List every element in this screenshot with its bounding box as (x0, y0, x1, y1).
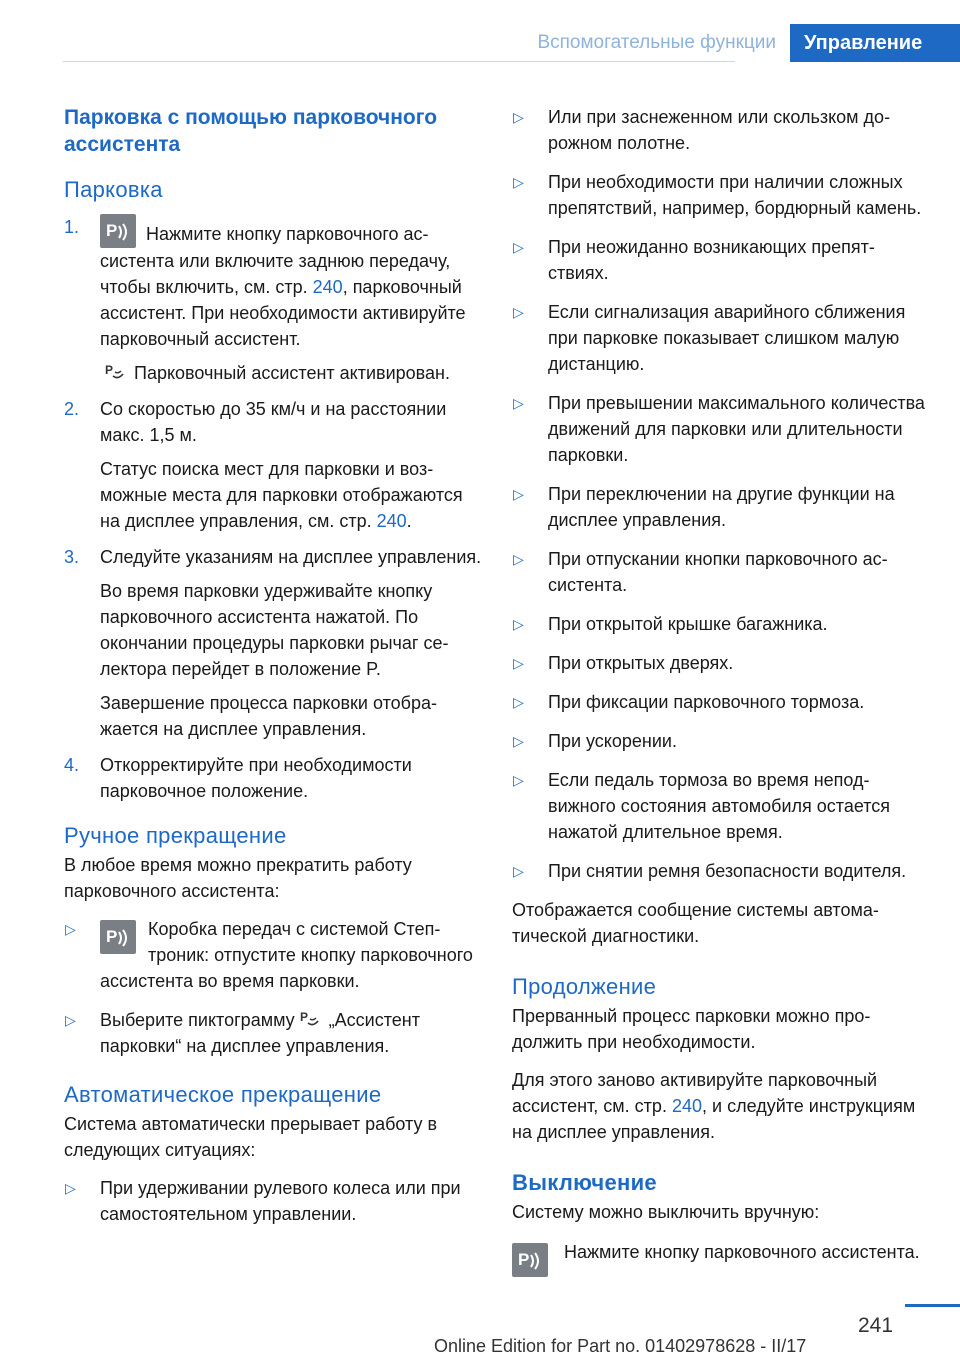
step-number: 3. (64, 547, 80, 567)
bullet-icon: ▷ (513, 551, 524, 567)
step-text-part: Статус поиска мест для парковки и возможные места для парковки отображаются на дисплее управления, см. стр. (100, 459, 463, 531)
header-nav (537, 24, 960, 62)
auto-stop-text: Система автоматически прерывает работу в следующих ситуациях: (64, 1114, 438, 1160)
list-item (64, 1175, 482, 1227)
nav-chapter-tab[interactable]: Управление (790, 24, 960, 62)
auto-stop-heading: Автоматическое прекращение (64, 1082, 382, 1107)
bullet-icon: ▷ (513, 239, 524, 255)
page-link[interactable]: 240 (312, 277, 343, 297)
list-item-text: Если педаль тормоза во время неподвижного состояния автомобиля остается нажатой длительное время. (548, 770, 891, 842)
page-link[interactable]: 240 (376, 511, 407, 531)
bullet-icon: ▷ (513, 304, 524, 320)
list-item-text: При превышении максимального количества движений для парковки или длительности парковки. (548, 393, 925, 465)
step-text (100, 456, 482, 534)
footer-accent-bar (905, 1304, 960, 1307)
page-link[interactable]: 240 (671, 1096, 703, 1116)
list-item (512, 390, 926, 468)
step-text: Во время парковки удерживайте кнопку парковочного ассистента нажатой. По окончании процедуры парковки рычаг селектора перейдет в положение P. (100, 581, 449, 679)
step-text (100, 214, 482, 352)
list-item (512, 169, 926, 221)
bullet-icon: ▷ (65, 921, 76, 937)
list-item (512, 858, 926, 884)
bullet-icon: ▷ (513, 486, 524, 502)
list-item-text: Коробка передач с системой Стептроник: отпустите кнопку парковочного ассистента во время парковки. (100, 919, 473, 991)
list-item-text: Или при заснеженном или скользком дорожном полотне. (548, 107, 891, 153)
list-item (512, 546, 926, 598)
parking-assistant-pictogram-icon (299, 1007, 321, 1029)
svg-text:P: P (299, 1010, 308, 1024)
svg-text:P: P (106, 221, 118, 240)
off-step-text: Нажмите кнопку парковочного ассистента. (564, 1242, 920, 1262)
step-number: 2. (64, 399, 80, 419)
list-item (512, 650, 926, 676)
list-item-text: „Ассистент парковки“ на дисплее управления. (100, 1010, 420, 1056)
step-text: Со скоростью до 35 км/ч и на расстоянии макс. 1,5 м. (100, 399, 447, 445)
list-item-text: При снятии ремня безопасности водителя. (548, 861, 907, 881)
parking-assistant-button-icon (100, 920, 136, 954)
bullet-icon: ▷ (65, 1012, 76, 1028)
list-item-text: При фиксации парковочного тормоза. (548, 692, 865, 712)
list-item-text: При неожиданно возникающих препятствиях. (548, 237, 875, 283)
bullet-icon: ▷ (513, 863, 524, 879)
bullet-icon: ▷ (513, 772, 524, 788)
continue-heading: Продолжение (512, 974, 657, 999)
left-column (64, 104, 482, 1240)
svg-text:P: P (106, 927, 118, 946)
bullet-icon: ▷ (513, 395, 524, 411)
bullet-icon: ▷ (513, 655, 524, 671)
list-item-text: При переключении на другие функции на дисплее управления. (548, 484, 895, 530)
list-item (512, 611, 926, 637)
svg-text:P: P (518, 1250, 530, 1269)
step-item (64, 214, 482, 386)
bullet-icon: ▷ (513, 109, 524, 125)
step-text-part: , парковочный ассистент. При необходимости активируйте парковочный ассистент. (100, 277, 466, 349)
list-item-text: Выберите пиктограмму (100, 1010, 295, 1030)
auto-stop-list-continued (512, 104, 926, 884)
bullet-icon: ▷ (513, 174, 524, 190)
manual-stop-heading: Ручное прекращение (64, 823, 287, 848)
system-message-text: Отображается сообщение системы автоматической диагностики. (512, 900, 879, 946)
parking-assistant-button-icon (100, 214, 136, 248)
page-number: 241 (858, 1314, 894, 1337)
list-item (512, 481, 926, 533)
step-item (64, 752, 482, 804)
list-item (512, 689, 926, 715)
off-step (512, 1239, 926, 1269)
off-heading: Выключение (512, 1170, 657, 1195)
bullet-icon: ▷ (513, 733, 524, 749)
step-number: 4. (64, 755, 80, 775)
step-item (64, 396, 482, 534)
step-text-part: Нажмите кнопку парковочного ассистента или включите заднюю передачу, чтобы включить, см. стр. (100, 224, 451, 297)
right-column (512, 104, 926, 1277)
continue-text-part: Для этого заново активируйте парковочный ассистент, см. стр. (512, 1070, 878, 1116)
parking-assistant-button-icon (512, 1243, 548, 1277)
step-item (64, 544, 482, 742)
list-item (64, 1007, 482, 1059)
step-text: Следуйте указаниям на дисплее управления. (100, 547, 482, 567)
list-item-text: При удерживании рулевого колеса или при самостоятельном управлении. (100, 1178, 461, 1224)
header-divider (63, 61, 735, 62)
step-text-part: . (406, 511, 412, 531)
list-item (64, 916, 482, 994)
list-item (512, 767, 926, 845)
list-item-text: При отпускании кнопки парковочного ассистента. (548, 549, 888, 595)
list-item (512, 728, 926, 754)
list-item (512, 299, 926, 377)
continue-text: Прерванный процесс парковки можно продолжить при необходимости. (512, 1006, 871, 1052)
list-item (512, 234, 926, 286)
parking-heading: Парковка (64, 177, 163, 202)
continue-instructions (512, 1067, 926, 1145)
auto-stop-list (64, 1175, 482, 1227)
list-item-text: При открытой крышке багажника. (548, 614, 828, 634)
list-item-text: При необходимости при наличии сложных препятствий, например, бордюрный камень. (548, 172, 922, 218)
list-item-text: При открытых дверях. (548, 653, 734, 673)
off-text: Систему можно выключить вручную: (512, 1202, 820, 1222)
continue-text-part: , и следуйте инструкциям на дисплее управления. (512, 1096, 916, 1142)
parking-steps (64, 214, 482, 804)
parking-assistant-pictogram-icon (104, 360, 126, 382)
bullet-icon: ▷ (513, 694, 524, 710)
step-number: 1. (64, 217, 80, 237)
svg-text:P: P (105, 363, 114, 377)
step-text (100, 360, 482, 386)
bullet-icon: ▷ (65, 1180, 76, 1196)
step-text: Завершение процесса парковки отображается на дисплее управления. (100, 693, 437, 739)
manual-stop-list (64, 916, 482, 1059)
section-title: Парковка с помощью парковочного ассистента (64, 106, 438, 156)
manual-stop-text: В любое время можно прекратить работу парковочного ассистента: (64, 855, 412, 901)
list-item (512, 104, 926, 156)
nav-section-title[interactable]: Вспомогательные функции (537, 32, 776, 53)
step-text-part: Парковочный ассистент активирован. (134, 363, 450, 383)
list-item-text: Если сигнализация аварийного сближения при парковке показывает слишком малую дистанцию. (548, 302, 906, 374)
edition-line: Online Edition for Part no. 01402978628 - II/17 (434, 1336, 807, 1356)
step-text: Откорректируйте при необходимости парковочное положение. (100, 755, 412, 801)
bullet-icon: ▷ (513, 616, 524, 632)
list-item-text: При ускорении. (548, 731, 677, 751)
